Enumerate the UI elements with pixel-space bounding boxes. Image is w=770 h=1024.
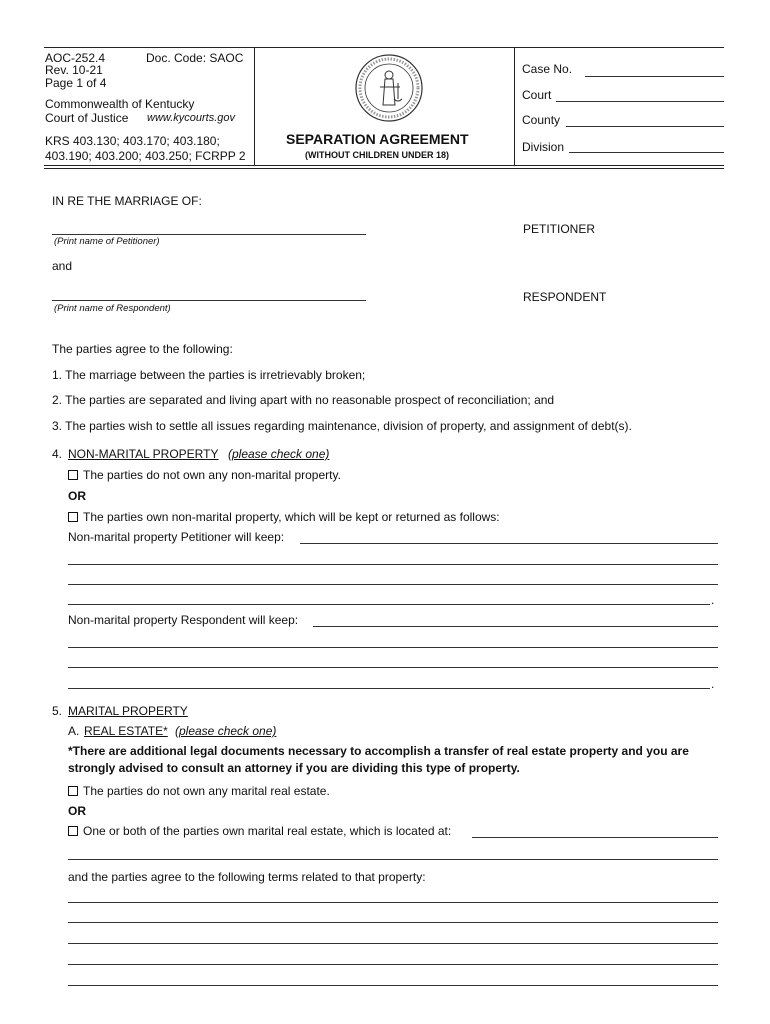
intro-text: The parties agree to the following:: [52, 342, 233, 356]
header-bottom-rule-2: [44, 168, 724, 169]
item-2: 2. The parties are separated and living apart with no reasonable prospect of reconciliation; and: [52, 393, 555, 407]
header-divider-left: [254, 47, 255, 165]
or-separator-2: OR: [68, 804, 86, 818]
period-2: .: [711, 677, 715, 691]
petitioner-name-field[interactable]: [52, 234, 366, 235]
item-5-title: MARITAL PROPERTY: [68, 704, 188, 718]
website: www.kycourts.gov: [147, 112, 236, 124]
court-label: Court: [522, 88, 552, 102]
page-number: Page 1 of 4: [45, 76, 107, 90]
item-4-number: 4.: [52, 447, 63, 461]
petitioner-keep-line-2[interactable]: [68, 564, 718, 565]
kentucky-seal-icon: [354, 53, 424, 123]
petitioner-hint: (Print name of Petitioner): [54, 236, 160, 247]
commonwealth: Commonwealth of Kentucky: [45, 97, 195, 111]
petitioner-keep-label: Non-marital property Petitioner will keep:: [68, 530, 285, 544]
item-4-option-1-label: The parties do not own any non-marital property.: [83, 468, 341, 482]
item-5a-letter: A.: [68, 724, 80, 738]
header-top-rule: [44, 47, 724, 48]
petitioner-keep-line-4[interactable]: [68, 604, 710, 605]
form-title: SEPARATION AGREEMENT: [286, 131, 469, 147]
revision: Rev. 10-21: [45, 63, 103, 77]
item-4-hint: (please check one): [228, 447, 330, 461]
header-divider-right: [514, 47, 515, 165]
terms-line-2[interactable]: [68, 922, 718, 923]
item-5a-title: REAL ESTATE*: [84, 724, 168, 738]
respondent-label: RESPONDENT: [523, 290, 607, 304]
item-1: 1. The marriage between the parties is irretrievably broken;: [52, 368, 366, 382]
form-subtitle: (WITHOUT CHILDREN UNDER 18): [305, 150, 449, 160]
checkbox-icon[interactable]: [68, 786, 78, 796]
division-label: Division: [522, 140, 565, 154]
item-4-option-2[interactable]: [68, 510, 500, 524]
case-no-field[interactable]: [585, 76, 724, 77]
respondent-keep-field[interactable]: [313, 626, 718, 627]
statutes-line2: 403.190; 403.200; 403.250; FCRPP 2: [45, 149, 246, 163]
case-no-label: Case No.: [522, 62, 573, 76]
terms-label: and the parties agree to the following terms related to that property:: [68, 870, 426, 884]
item-5-option-1[interactable]: [68, 784, 330, 798]
county-field[interactable]: [566, 126, 724, 127]
and-text: and: [52, 259, 73, 273]
division-field[interactable]: [569, 152, 724, 153]
terms-line-4[interactable]: [68, 964, 718, 965]
item-3: 3. The parties wish to settle all issues regarding maintenance, division of property, and assignment of debt(s).: [52, 419, 632, 433]
court-of-justice: Court of Justice: [45, 111, 129, 125]
petitioner-keep-line-3[interactable]: [68, 584, 718, 585]
petitioner-label: PETITIONER: [523, 222, 596, 236]
period-1: .: [711, 593, 715, 607]
real-estate-notice: *There are additional legal documents necessary to accomplish a transfer of real estate property and you are strongly advised to consult an attorney if you are dividing this type of property.: [68, 744, 689, 775]
respondent-name-field[interactable]: [52, 300, 366, 301]
respondent-keep-line-4[interactable]: [68, 688, 710, 689]
checkbox-icon[interactable]: [68, 826, 78, 836]
respondent-keep-line-2[interactable]: [68, 647, 718, 648]
item-5-option-2-label: One or both of the parties own marital real estate, which is located at:: [83, 824, 452, 838]
respondent-hint: (Print name of Respondent): [54, 303, 171, 314]
petitioner-keep-field[interactable]: [300, 543, 718, 544]
real-estate-location-field[interactable]: [472, 837, 718, 838]
real-estate-location-line-2[interactable]: [68, 859, 718, 860]
county-label: County: [522, 113, 561, 127]
doc-code: Doc. Code: SAOC: [146, 51, 244, 65]
header-bottom-rule: [44, 165, 724, 166]
in-re-heading: IN RE THE MARRIAGE OF:: [52, 194, 202, 208]
item-5-option-1-label: The parties do not own any marital real estate.: [83, 784, 330, 798]
item-4-option-2-label: The parties own non-marital property, which will be kept or returned as follows:: [83, 510, 500, 524]
terms-line-1[interactable]: [68, 902, 718, 903]
item-5-option-2[interactable]: [68, 824, 451, 838]
checkbox-icon[interactable]: [68, 512, 78, 522]
respondent-keep-label: Non-marital property Respondent will keep:: [68, 613, 299, 627]
item-4-option-1[interactable]: [68, 468, 341, 482]
terms-line-5[interactable]: [68, 985, 718, 986]
form-code: AOC-252.4: [45, 51, 106, 65]
respondent-keep-line-3[interactable]: [68, 667, 718, 668]
court-field[interactable]: [556, 101, 724, 102]
or-separator-1: OR: [68, 489, 86, 503]
statutes-line1: KRS 403.130; 403.170; 403.180;: [45, 134, 220, 148]
item-4-title: NON-MARITAL PROPERTY: [68, 447, 219, 461]
item-5-number: 5.: [52, 704, 63, 718]
item-5a-hint: (please check one): [175, 724, 277, 738]
checkbox-icon[interactable]: [68, 470, 78, 480]
terms-line-3[interactable]: [68, 943, 718, 944]
